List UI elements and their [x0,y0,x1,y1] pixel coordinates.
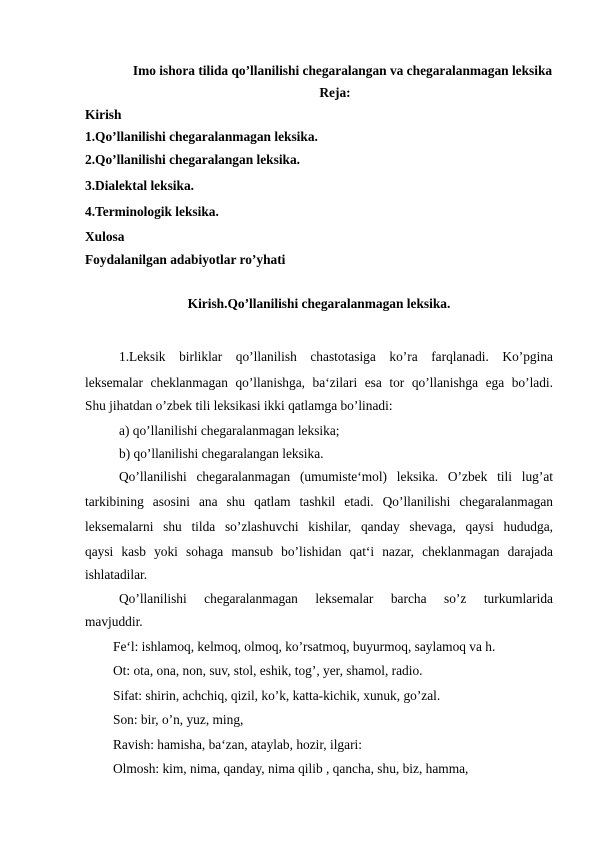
list-item-a: a) qo’llanilishi chegaralanmagan leksika; [119,423,340,438]
plan-item: Foydalanilgan adabiyotlar ro’yhati [85,252,286,267]
word-class-adjective: Sifat: shirin, achchiq, qizil, ko’k, katta-kichik, xunuk, go’zal. [113,688,441,703]
paragraph-line: leksemalarni shu tilda so’zlashuvchi kishilar, qanday shevaga, qaysi hududga, [85,519,553,534]
list-item-b: b) qo’llanilishi chegaralangan leksika. [119,446,324,461]
paragraph-line: mavjuddir. [85,614,143,629]
plan-item: 1.Qo’llanilishi chegaralanmagan leksika. [85,129,318,144]
plan-item: 4.Terminologik leksika. [85,204,219,219]
word-class-numeral: Son: bir, o’n, yuz, ming, [113,712,244,727]
section-heading: Kirish.Qo’llanilishi chegaralanmagan leksika. [187,296,451,311]
plan-heading: Reja: [319,85,351,100]
paragraph-line: leksemalar cheklanmagan qo’llanishga, ba‘zilari esa tor qo’llanishga ega bo’ladi. [85,375,553,390]
word-class-verb: Fe‘l: ishlamoq, kelmoq, olmoq, ko’rsatmoq, buyurmoq, saylamoq va h. [113,639,496,654]
word-class-adverb: Ravish: hamisha, ba‘zan, ataylab, hozir, ilgari: [113,737,362,752]
paragraph-line: Qo’llanilishi chegaralanmagan leksemalar barcha so’z turkumlarida [119,591,553,606]
paragraph-line: ishlatadilar. [85,567,148,582]
paragraph-line: Shu jihatdan o’zbek tili leksikasi ikki qatlamga bo’linadi: [85,398,393,413]
document-title: Imo ishora tilida qo’llanilishi chegaralangan va chegaralanmagan leksika [132,63,553,78]
plan-item: 3.Dialektal leksika. [85,178,194,193]
plan-item: Kirish [85,107,122,122]
paragraph-line: qaysi kasb yoki sohaga mansub bo’lishidan qat‘i nazar, cheklanmagan darajada [85,544,553,559]
word-class-noun: Ot: ota, ona, non, suv, stol, eshik, tog’, yer, shamol, radio. [113,663,423,678]
paragraph-line: tarkibining asosini ana shu qatlam tashkil etadi. Qo’llanilishi chegaralanmagan [85,494,553,509]
plan-item: 2.Qo’llanilishi chegaralangan leksika. [85,152,301,167]
word-class-pronoun: Olmosh: kim, nima, qanday, nima qilib , qancha, shu, biz, hamma, [113,761,469,776]
plan-item: Xulosa [85,229,125,244]
paragraph-line: Qo’llanilishi chegaralanmagan (umumiste‘mol) leksika. O’zbek tili lug’at [119,469,553,484]
paragraph-line: 1.Leksik birliklar qo’llanilish chastotasiga ko’ra farqlanadi. Ko’pgina [119,349,553,364]
